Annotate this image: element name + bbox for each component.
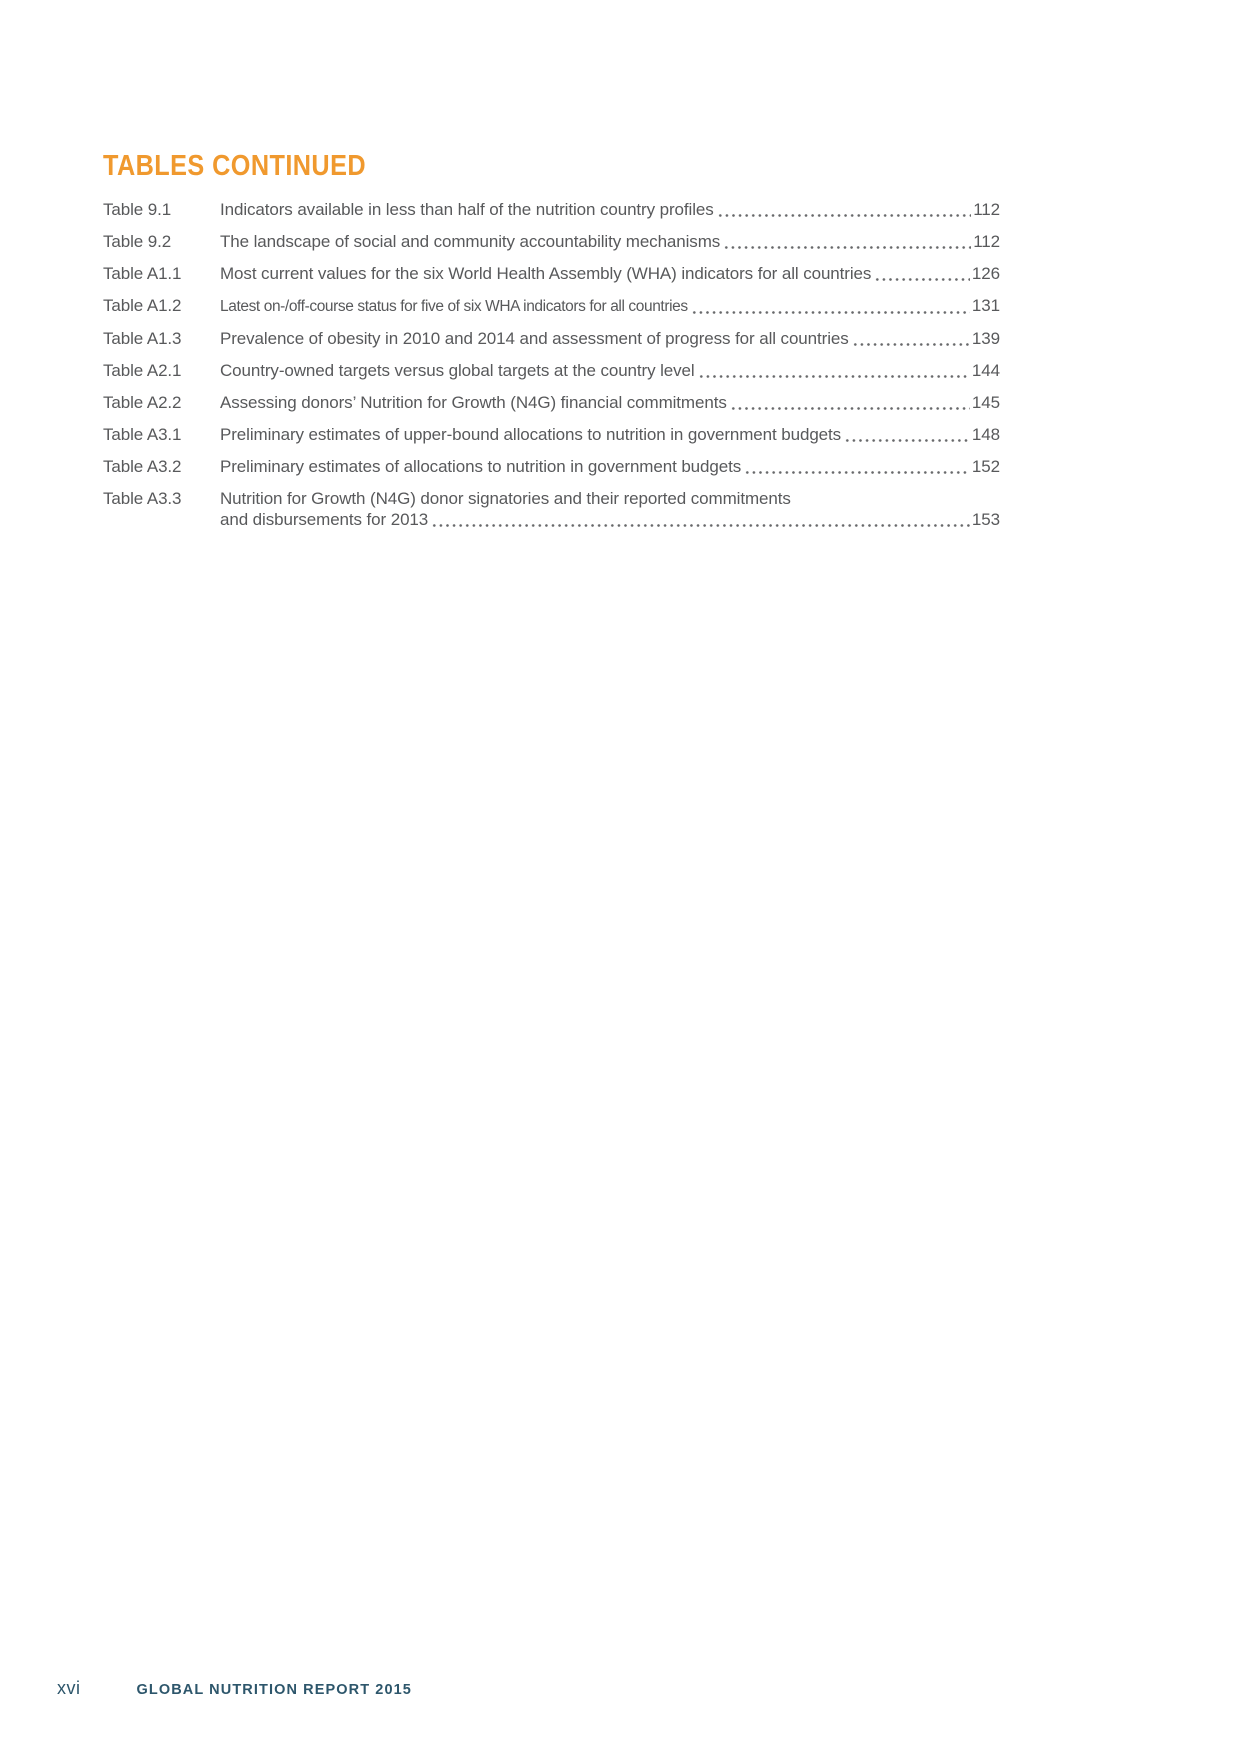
footer-page-number: xvi [57,1678,81,1698]
dotted-leader [431,513,970,528]
toc-entry-title-line1: Nutrition for Growth (N4G) donor signatories and their reported commitments [220,489,791,508]
toc-entry [103,488,1000,530]
dotted-leader [723,235,971,250]
toc-entry [103,231,1000,252]
toc-entry-label: Table A2.1 [103,361,182,380]
toc-entry [103,328,1000,349]
section-heading: TABLES CONTINUED [103,150,366,182]
toc-entry-page: 145 [971,393,1000,412]
dotted-leader [844,428,970,443]
toc-entry-title: Country-owned targets versus global targets at the country level [220,361,695,380]
toc-entry-title-line2: and disbursements for 2013 [220,510,429,529]
toc-entry-page: 152 [971,457,1000,476]
toc-entry [103,424,1000,445]
toc-entry-title: Prevalence of obesity in 2010 and 2014 and assessment of progress for all countries [220,329,849,348]
toc-entry-page: 131 [971,296,1000,315]
toc-entry-label: Table A1.3 [103,329,182,348]
toc-entry-label: Table A1.2 [103,296,182,315]
dotted-leader [874,267,970,282]
toc-entry-page: 112 [973,200,1000,219]
toc-entry-page: 126 [971,264,1000,283]
toc-entry [103,360,1000,381]
toc-entry-page: 153 [971,510,1000,529]
dotted-leader [691,300,970,315]
toc-entry-page: 112 [973,232,1000,251]
toc-entry-title: Preliminary estimates of upper-bound allocations to nutrition in government budgets [220,425,842,444]
toc-entry-title: Assessing donors’ Nutrition for Growth (N4G) financial commitments [220,393,727,412]
toc-entry [103,199,1000,220]
tables-continued-section [103,150,1000,541]
toc-entry-label: Table A3.2 [103,457,182,476]
footer-report-title: GLOBAL NUTRITION REPORT 2015 [136,1682,412,1698]
dotted-leader [852,332,970,347]
page-footer [57,1678,412,1699]
toc-entry-title: Most current values for the six World Health Assembly (WHA) indicators for all countries [220,264,872,283]
toc-entry-title: The landscape of social and community accountability mechanisms [220,232,721,251]
toc-entry-title: Preliminary estimates of allocations to nutrition in government budgets [220,457,742,476]
toc-entry-label: Table A3.1 [103,425,182,444]
dotted-leader [744,460,970,475]
toc-entry [103,456,1000,477]
toc-entry-label: Table 9.1 [103,200,172,219]
toc-entry-label: Table A1.1 [103,264,182,283]
toc-entry-label: Table A3.3 [103,489,182,508]
toc-entry-label: Table A2.2 [103,393,182,412]
toc-entry-title: Indicators available in less than half of the nutrition country profiles [220,200,714,219]
dotted-leader [698,364,970,379]
dotted-leader [730,396,970,411]
toc-entry [103,295,1000,317]
toc-entry-title: Latest on-/off-course status for five of six WHA indicators for all countries [220,298,688,315]
toc-list [103,199,1000,530]
toc-entry-label: Table 9.2 [103,232,172,251]
toc-entry [103,392,1000,413]
dotted-leader [717,203,972,218]
toc-entry [103,263,1000,284]
toc-entry-page: 144 [971,361,1000,380]
toc-entry-page: 148 [971,425,1000,444]
toc-entry-page: 139 [971,329,1000,348]
